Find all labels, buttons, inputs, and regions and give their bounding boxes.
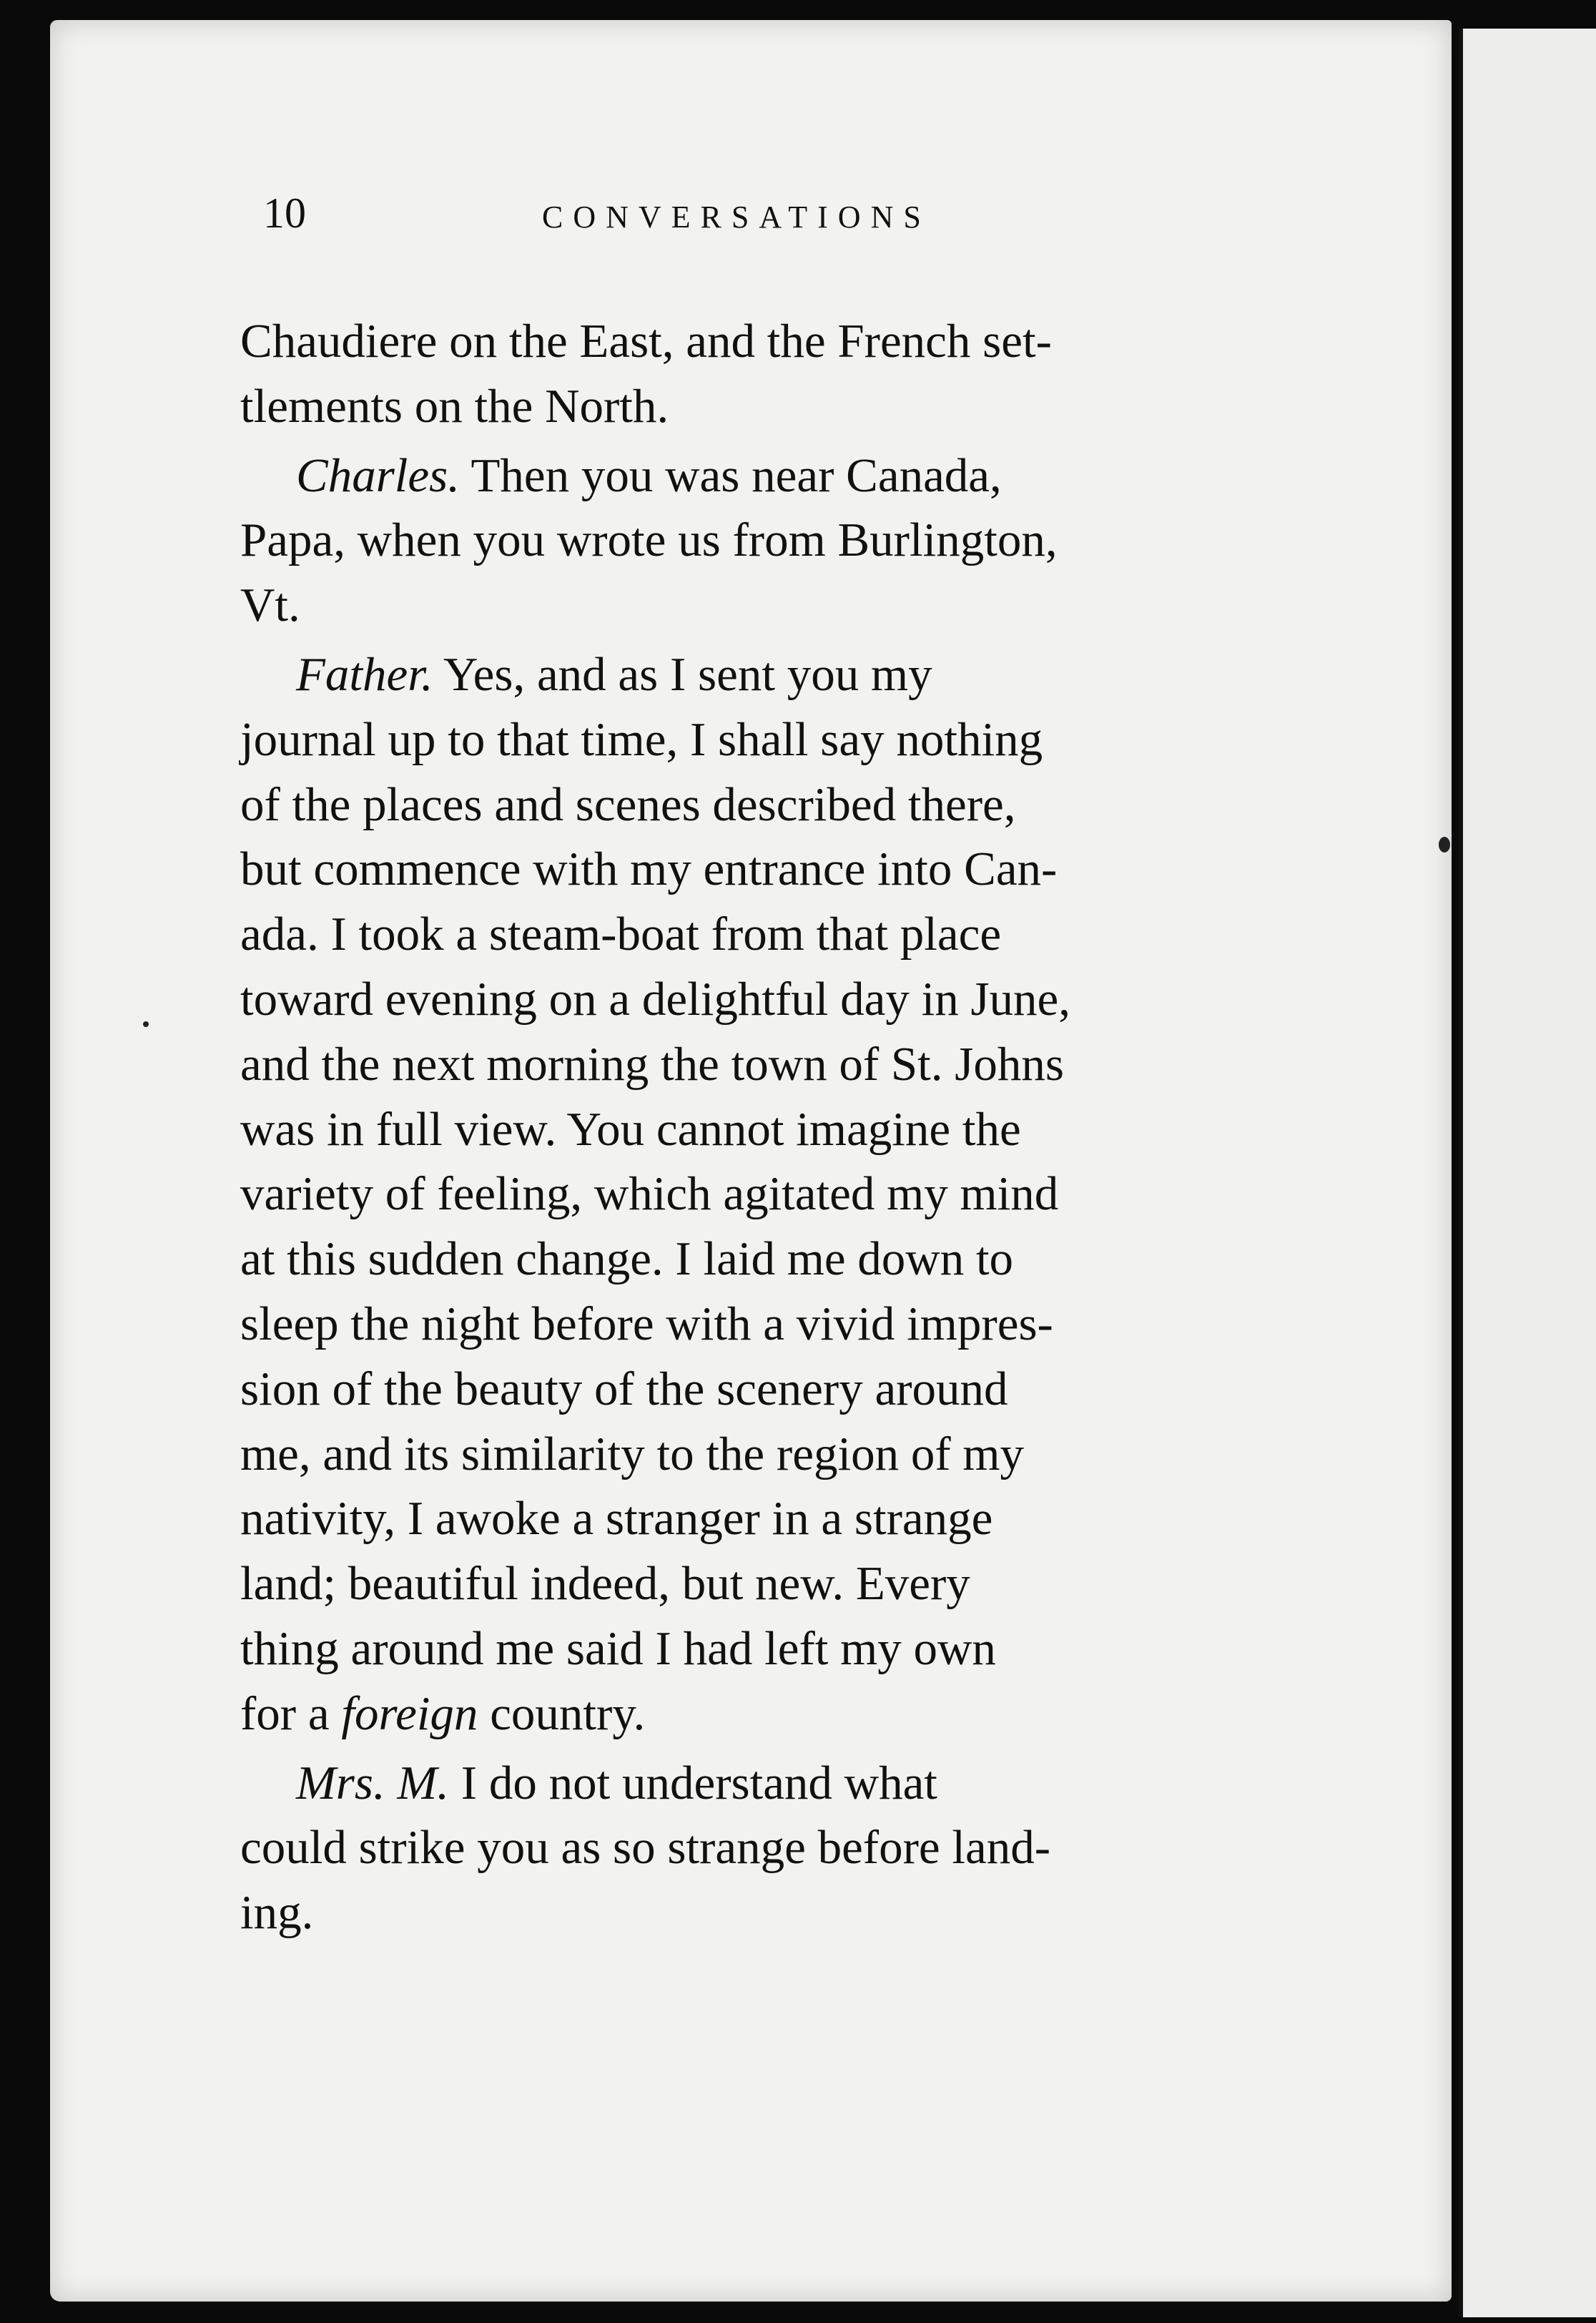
paragraph-father [240,642,1241,1747]
text-line: Charles. Then you was near Canada, [296,448,1002,502]
text-line: and the next morning the town of St. Johns [240,1037,1064,1091]
page-number: 10 [263,190,306,237]
paragraph-charles [240,443,1241,638]
scan-speck [143,1021,149,1027]
scan-speck [1439,837,1450,853]
text-line: but commence with my entrance into Can- [240,843,1058,896]
adjacent-page-edge [1459,29,1596,2317]
text-line: me, and its similarity to the region of my [240,1427,1025,1480]
text-line: Vt. [240,579,300,632]
text-line: thing around me said I had left my own [240,1621,996,1675]
text-line: was in full view. You cannot imagine the [240,1102,1021,1156]
text-line: Chaudiere on the East, and the French set- [240,315,1052,368]
text-line: at this sudden change. I laid me down to [240,1232,1014,1286]
text-line: nativity, I awoke a stranger in a strange [240,1492,993,1546]
speaker-name: Mrs. M. [296,1756,450,1809]
running-head: CONVERSATIONS [542,200,931,235]
speaker-name: Charles. [296,448,460,502]
text-line: could strike you as so strange before land- [240,1821,1051,1875]
text-line: variety of feeling, which agitated my mind [240,1167,1059,1221]
text-line: tlements on the North. [240,379,669,433]
text-line: Papa, when you wrote us from Burlington, [240,514,1058,567]
page-header [263,185,1236,242]
paragraph-mrs-m [240,1751,1241,1945]
body-text [240,309,1241,1950]
text-line: toward evening on a delightful day in June, [240,972,1071,1026]
text-line: Father. Yes, and as I sent you my [296,647,932,701]
paragraph-continuation [240,309,1241,439]
text-line: of the places and scenes described there, [240,777,1016,831]
text-line: land; beautiful indeed, but new. Every [240,1557,970,1611]
emphasis-foreign: foreign [341,1686,478,1740]
text-line: ing. [240,1886,314,1940]
text-line: journal up to that time, I shall say nothing [240,712,1043,766]
text-line: ada. I took a steam-boat from that place [240,908,1002,961]
text-line: sleep the night before with a vivid impres- [240,1297,1053,1350]
text-line: sion of the beauty of the scenery around [240,1362,1008,1415]
text-line: Mrs. M. I do not understand what [296,1756,937,1809]
text-line: for a foreign country. [240,1686,646,1740]
speaker-name: Father. [296,647,433,701]
